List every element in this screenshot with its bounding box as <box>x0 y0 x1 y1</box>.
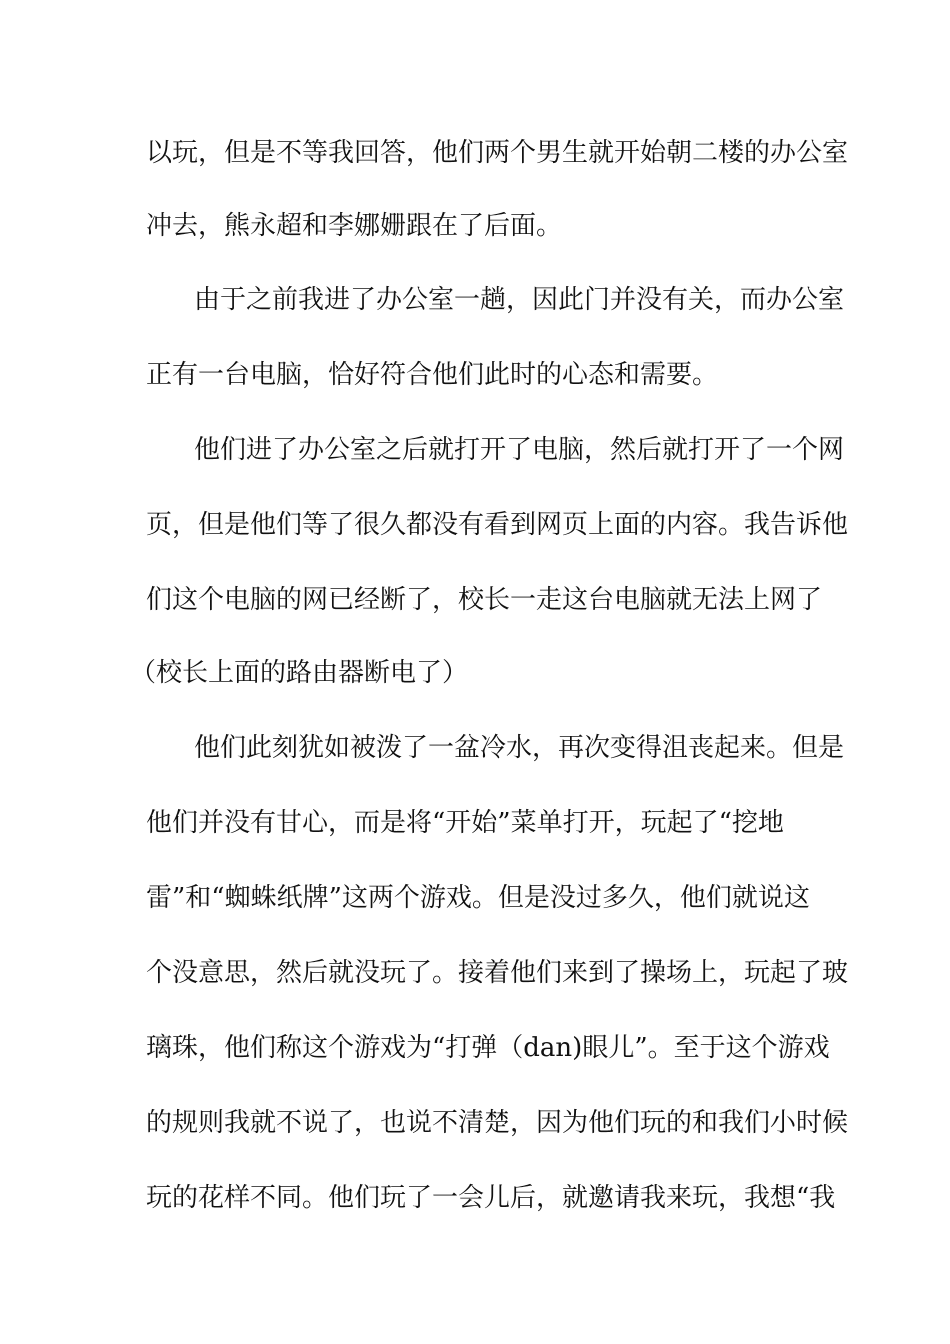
text-line: 们这个电脑的网已经断了，校长一走这台电脑就无法上网了 <box>146 585 823 615</box>
text-line: 冲去，熊永超和李娜姗跟在了后面。 <box>146 211 563 241</box>
paragraph-start-line: 他们此刻犹如被泼了一盆冷水，再次变得沮丧起来。但是 <box>194 733 845 763</box>
text-line: 正有一台电脑，恰好符合他们此时的心态和需要。 <box>146 360 719 390</box>
text-line: 雷”和“蜘蛛纸牌”这两个游戏。但是没过多久，他们就说这 <box>146 883 810 913</box>
text-line: 的规则我就不说了，也说不清楚，因为他们玩的和我们小时候 <box>146 1108 849 1138</box>
text-line: （校长上面的路由器断电了） <box>130 658 469 688</box>
paragraph-start-line: 由于之前我进了办公室一趟，因此门并没有关，而办公室 <box>194 285 845 315</box>
text-line: 玩的花样不同。他们玩了一会儿后，就邀请我来玩，我想“我 <box>146 1183 836 1213</box>
text-line: 以玩，但是不等我回答，他们两个男生就开始朝二楼的办公室 <box>146 138 849 168</box>
text-line: 璃珠，他们称这个游戏为“打弹（dan)眼儿”。至于这个游戏 <box>146 1033 830 1063</box>
text-line: 个没意思，然后就没玩了。接着他们来到了操场上，玩起了玻 <box>146 958 849 988</box>
text-line: 页，但是他们等了很久都没有看到网页上面的内容。我告诉他 <box>146 510 849 540</box>
text-line: 他们并没有甘心，而是将“开始”菜单打开，玩起了“挖地 <box>146 808 784 838</box>
paragraph-start-line: 他们进了办公室之后就打开了电脑，然后就打开了一个网 <box>194 435 845 465</box>
